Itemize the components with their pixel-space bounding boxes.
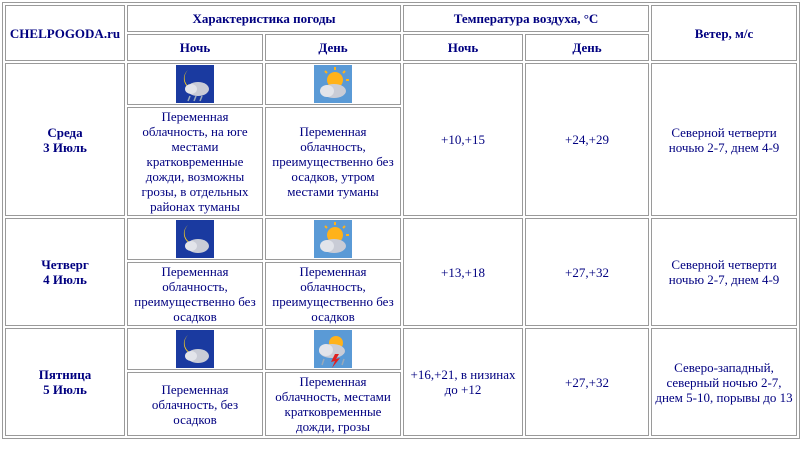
wind-value: Северо-западный, северный ночью 2-7, днем 5-10, порывы до 13 bbox=[651, 328, 797, 436]
site-name: CHELPOGODA.ru bbox=[5, 5, 125, 61]
day-description: Переменная облачность, местами кратковременные дожди, грозы bbox=[265, 372, 401, 436]
night-description: Переменная облачность, преимущественно без осадков bbox=[127, 262, 263, 326]
day-temperature: +27,+32 bbox=[525, 328, 649, 436]
day-description: Переменная облачность, преимущественно без осадков bbox=[265, 262, 401, 326]
day-temperature: +24,+29 bbox=[525, 63, 649, 216]
sun-cloud-icon bbox=[314, 65, 352, 103]
day-temp-header: День bbox=[525, 34, 649, 61]
weather-characteristic-header: Характеристика погоды bbox=[127, 5, 401, 32]
night-temperature: +13,+18 bbox=[403, 218, 523, 326]
sun-cloud-icon bbox=[314, 220, 352, 258]
weekday: Пятница bbox=[38, 367, 92, 382]
night-temperature: +16,+21, в низинах до +12 bbox=[403, 328, 523, 436]
day-label bbox=[5, 63, 125, 216]
day-description: Переменная облачность, преимущественно без осадков, утром местами туманы bbox=[265, 107, 401, 216]
night-icon-cell bbox=[127, 63, 263, 105]
day-header: День bbox=[265, 34, 401, 61]
sun-cloud-lightning-icon bbox=[314, 330, 352, 368]
day-temperature: +27,+32 bbox=[525, 218, 649, 326]
forecast-table bbox=[2, 2, 800, 439]
day-label bbox=[5, 218, 125, 326]
night-description: Переменная облачность, на юге местами кратковременные дожди, возможны грозы, в отдельных районах туманы bbox=[127, 107, 263, 216]
date: 5 Июль bbox=[43, 382, 87, 397]
moon-cloud-rain-icon bbox=[176, 65, 214, 103]
day-icon-cell bbox=[265, 218, 401, 260]
wind-header: Ветер, м/с bbox=[651, 5, 797, 61]
night-temperature: +10,+15 bbox=[403, 63, 523, 216]
date: 3 Июль bbox=[43, 139, 87, 155]
weekday: Четверг bbox=[41, 257, 89, 272]
night-icon-cell bbox=[127, 218, 263, 260]
wind-value: Северной четверти ночью 2-7, днем 4-9 bbox=[651, 63, 797, 216]
night-description: Переменная облачность, без осадков bbox=[127, 372, 263, 436]
day-icon-cell bbox=[265, 63, 401, 105]
night-temp-header: Ночь bbox=[403, 34, 523, 61]
night-icon-cell bbox=[127, 328, 263, 370]
weekday: Среда bbox=[47, 124, 83, 140]
wind-value: Северной четверти ночью 2-7, днем 4-9 bbox=[651, 218, 797, 326]
moon-cloud-icon bbox=[176, 220, 214, 258]
day-label bbox=[5, 328, 125, 436]
date: 4 Июль bbox=[43, 272, 87, 287]
night-header: Ночь bbox=[127, 34, 263, 61]
day-icon-cell bbox=[265, 328, 401, 370]
air-temperature-header: Температура воздуха, °С bbox=[403, 5, 649, 32]
moon-cloud-icon bbox=[176, 330, 214, 368]
